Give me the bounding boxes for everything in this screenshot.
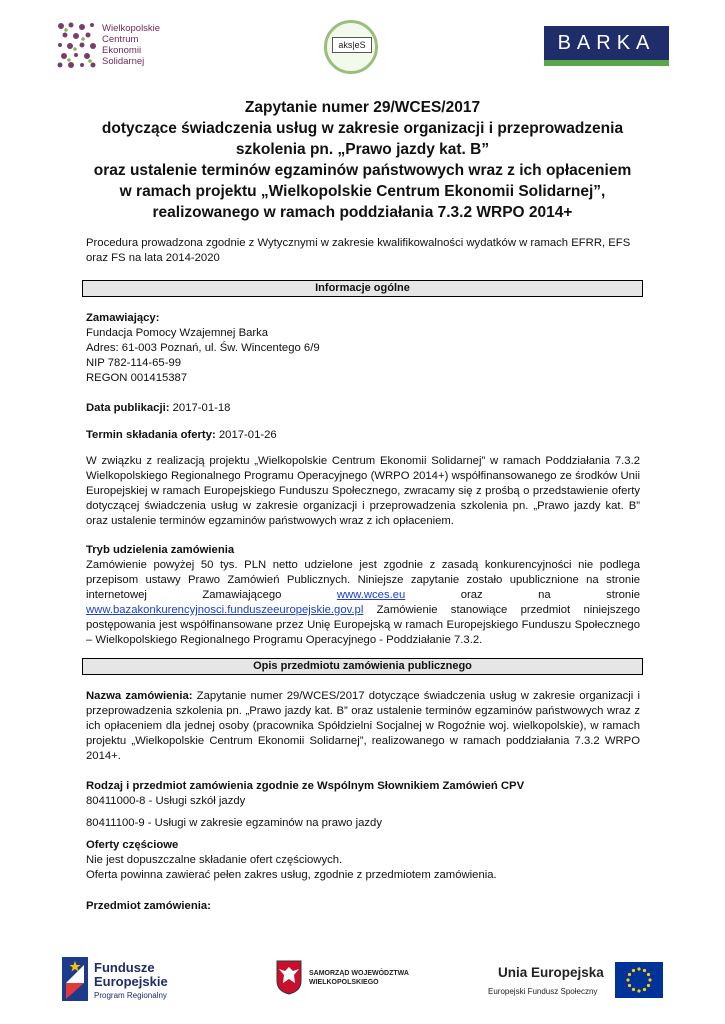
fe-subtitle: Program Regionalny	[94, 991, 167, 1000]
title-line: oraz ustalenie terminów egzaminów państwowych wraz z ich opłaceniem	[93, 162, 632, 179]
subject-heading: Przedmiot zamówienia:	[86, 900, 211, 912]
cpv-block	[86, 779, 640, 809]
eu-flag-icon	[615, 962, 663, 998]
order-name-paragraph	[86, 689, 640, 764]
title-line: realizowanego w ramach poddziałania 7.3.2 WRPO 2014+	[152, 204, 573, 221]
fe-title: Fundusze Europejskie	[94, 960, 168, 989]
aks-logo	[304, 20, 394, 74]
partial-line-1: Nie jest dopuszczalne składanie ofert częściowych.	[86, 854, 343, 866]
title-line: Zapytanie numer 29/WCES/2017	[244, 99, 481, 116]
order-name-label: Nazwa zamówienia:	[86, 690, 193, 702]
orderer-address: Adres: 61-003 Poznań, ul. Św. Wincentego 6/9	[86, 342, 320, 354]
cpv-code-1: 80411000-8 - Usługi szkół jazdy	[86, 795, 246, 807]
order-name-text: Zapytanie numer 29/WCES/2017 dotyczące świadczenia usług w zakresie organizacji i przeprowadzenia szkolenia pn. „Prawo jazdy kat. B” oraz ustalenie terminów egzaminów państwowych wraz z ich opłaceniem dla jednej osoby (pracownika Spółdzielni Socjalnej w Rogoźnie woj. wielkopolskie), w ramach projektu „Wielkopolskie Centrum Ekonomii Solidarnej”, realizowanego w ramach poddziałania 7.3.2 WRPO 2014+.	[86, 690, 640, 762]
partial-offers-block	[86, 838, 640, 883]
barka-logo-text: BARKA	[557, 32, 656, 54]
publication-value: 2017-01-18	[169, 402, 231, 414]
publication-date	[86, 401, 640, 416]
subject-block	[86, 899, 640, 914]
title-line: dotyczące świadczenia usług w zakresie organizacji i przeprowadzenia	[101, 120, 624, 137]
deadline-label: Termin składania oferty:	[86, 429, 216, 441]
title-line: szkolenia pn. „Prawo jazdy kat. B”	[235, 141, 490, 158]
partial-line-2: Oferta powinna zawierać pełen zakres usług, zgodnie z przedmiotem zamówienia.	[86, 869, 497, 881]
fundusze-europejskie-logo	[62, 955, 202, 1003]
samorzad-logo	[275, 959, 425, 999]
ue-title: Unia Europejska	[498, 965, 604, 980]
mode-heading: Tryb udzielenia zamówienia	[86, 544, 235, 556]
footer-logos	[0, 955, 725, 1005]
orderer-block	[86, 311, 640, 386]
section-heading-general: Informacje ogólne	[82, 280, 643, 297]
title-line: w ramach projektu „Wielkopolskie Centrum Ekonomii Solidarnej”,	[119, 183, 606, 200]
cpv-code-2: 80411100-9 - Usługi w zakresie egzaminów na prawo jazdy	[86, 817, 382, 829]
barka-wave-icon	[544, 60, 669, 66]
header-logos	[0, 14, 725, 74]
wces-logo-text: Wielkopolskie Centrum Ekonomii Solidarnej	[102, 23, 161, 67]
aks-logo-text: aks|eS	[332, 37, 372, 53]
orderer-regon: REGON 001415387	[86, 372, 188, 384]
unia-europejska-logo	[472, 957, 667, 1003]
wces-link[interactable]: www.wces.eu	[336, 589, 406, 601]
deadline-value: 2017-01-26	[215, 429, 277, 441]
orderer-name: Fundacja Pomocy Wzajemnej Barka	[86, 327, 269, 339]
document-title	[60, 97, 665, 223]
orderer-nip: NIP 782-114-65-99	[86, 357, 182, 369]
section-heading-description: Opis przedmiotu zamówienia publicznego	[82, 658, 643, 675]
partial-heading: Oferty częściowe	[86, 839, 179, 851]
mode-block	[86, 543, 640, 648]
samorzad-text: SAMORZĄD WOJEWÓDZTWA WIELKOPOLSKIEGO	[309, 970, 409, 986]
publication-label: Data publikacji:	[86, 402, 170, 414]
fe-star-icon	[62, 957, 88, 1001]
baza-konkurencyjnosci-link[interactable]: www.bazakonkurencyjnosci.funduszeeuropejskie.gov.pl	[86, 604, 364, 616]
offer-deadline	[86, 428, 640, 443]
cpv-heading: Rodzaj i przedmiot zamówienia zgodnie ze Wspólnym Słownikiem Zamówień CPV	[86, 780, 525, 792]
wces-logo	[55, 20, 175, 72]
eagle-crest-icon	[275, 959, 303, 995]
ue-subtitle: Europejski Fundusz Społeczny	[488, 987, 598, 996]
orderer-label: Zamawiający:	[86, 312, 160, 324]
wces-dots-icon	[55, 20, 99, 70]
intro-paragraph: W związku z realizacją projektu „Wielkopolskie Centrum Ekonomii Solidarnej” w ramach Poddziałania 7.3.2 Wielkopolskiego Regionalnego Programu Operacyjnego (WRPO 2014+) współfinansowanego ze środków Unii Europejskiej w ramach Europejskiego Funduszu Społecznego, zwracamy się z prośbą o przedstawienie oferty dotyczącej świadczenia usług w zakresie organizacji i przeprowadzenia szkolenia pn. „Prawo jazdy kat. B” oraz ustalenie terminów egzaminów państwowych wraz z ich opłaceniem.	[86, 455, 640, 527]
procedure-note: Procedura prowadzona zgodnie z Wytycznymi w zakresie kwalifikowalności wydatków w ramach EFRR, EFS oraz FS na lata 2014-2020	[86, 237, 631, 264]
mode-paragraph: Zamówienie powyżej 50 tys. PLN netto udzielone jest zgodnie z zasadą konkurencyjności nie podlega przepisom ustawy Prawo Zamówień Publicznych. Niniejsze zapytanie zostało upublicznione na stronie internetowej Zamawiającego www.wces.eu oraz na stronie www.bazakonkurencyjnosci.funduszeeuropejskie.gov.pl Zamówienie stanowiące przedmiot niniejszego postępowania jest współfinansowane przez Unię Europejską w ramach Europejskiego Funduszu Społecznego – Wielkopolskiego Regionalnego Programu Operacyjnego - Poddziałanie 7.3.2.	[86, 559, 640, 646]
barka-logo	[544, 26, 669, 66]
